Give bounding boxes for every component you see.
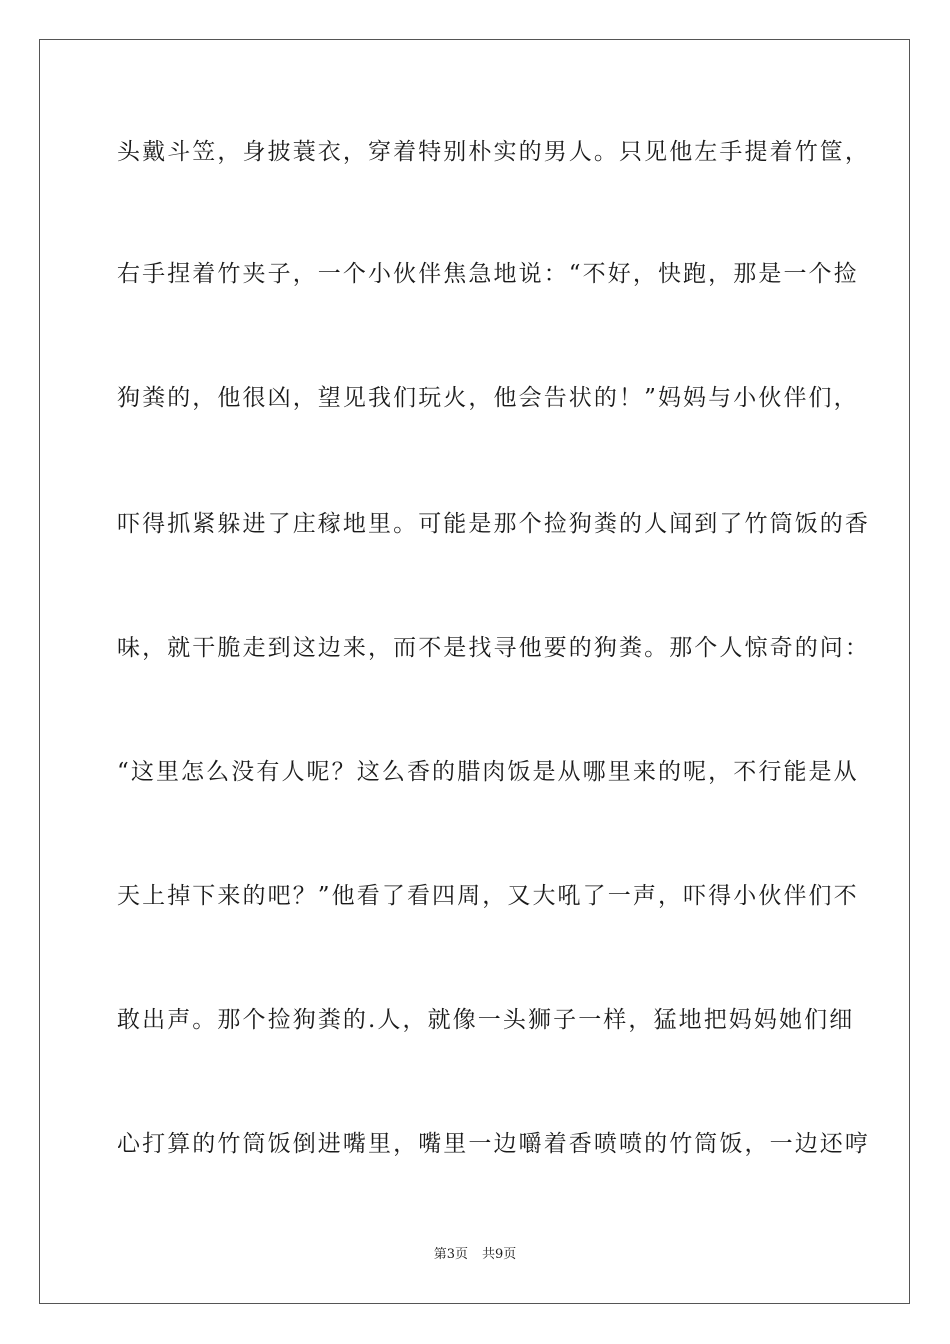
page-footer [0, 1247, 950, 1263]
text-line: “这里怎么没有人呢？这么香的腊肉饭是从哪里来的呢，不行能是从 [117, 759, 859, 785]
text-line: 敢出声。那个捡狗粪的.人，就像一头狮子一样，猛地把妈妈她们细 [117, 1007, 855, 1033]
text-line: 心打算的竹筒饭倒进嘴里，嘴里一边嚼着香喷喷的竹筒饭，一边还哼 [117, 1131, 870, 1157]
page-total: 共9页 [482, 1247, 517, 1262]
text-line: 右手捏着竹夹子，一个小伙伴焦急地说：“不好，快跑，那是一个捡 [117, 261, 859, 287]
text-line: 狗粪的，他很凶，望见我们玩火，他会告状的！”妈妈与小伙伴们， [117, 385, 859, 411]
page-number: 第3页 [433, 1247, 468, 1262]
text-line: 头戴斗笠，身披蓑衣，穿着特别朴实的男人。只见他左手提着竹筐， [117, 139, 870, 165]
text-line: 味，就干脆走到这边来，而不是找寻他要的狗粪。那个人惊奇的问： [117, 635, 870, 661]
text-line: 天上掉下来的吧？”他看了看四周，又大吼了一声，吓得小伙伴们不 [117, 883, 859, 909]
text-line: 吓得抓紧躲进了庄稼地里。可能是那个捡狗粪的人闻到了竹筒饭的香 [117, 511, 870, 537]
page-frame [39, 39, 910, 1304]
